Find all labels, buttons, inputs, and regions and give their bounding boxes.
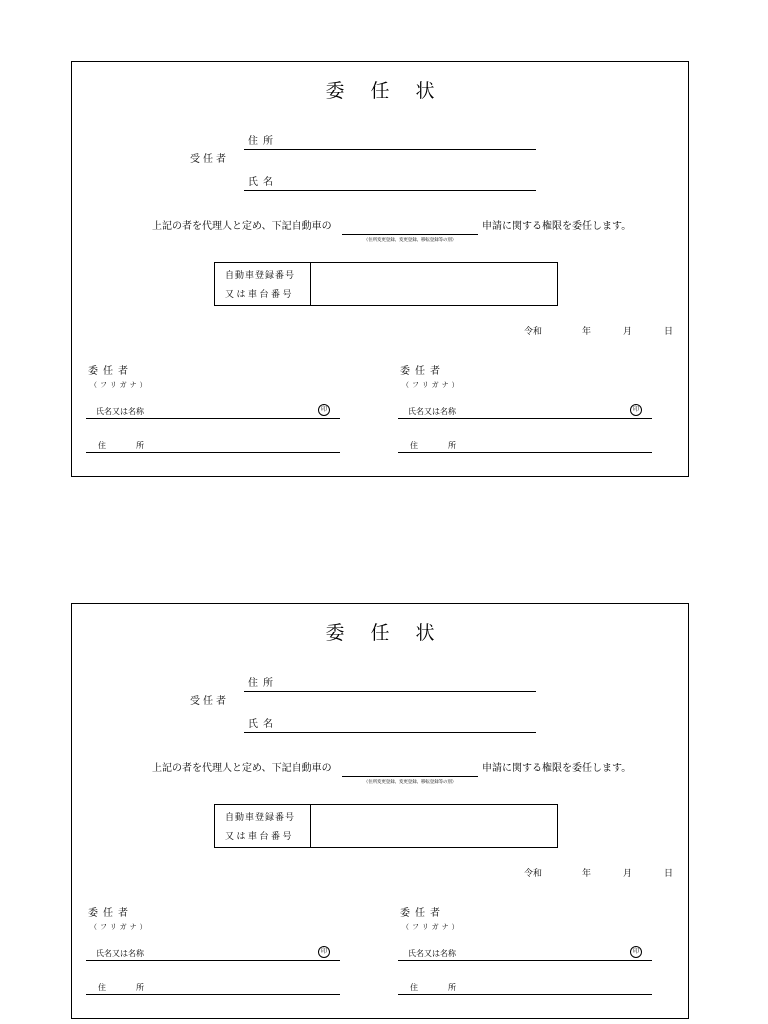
agent-address-label: 住所 [248,136,278,147]
date-day: 日 [664,869,674,879]
date-month: 月 [623,869,633,879]
registration-label [215,805,311,847]
principal-address-field[interactable] [86,434,340,453]
agent-address-field[interactable] [244,133,536,150]
principal-address-label: 住所 [98,441,174,450]
mandate-suffix: 申請に関する権限を委任します。 [482,763,632,774]
principal-address-field[interactable] [398,434,652,453]
agent-name-label: 氏名 [248,177,278,188]
registration-box [214,804,558,848]
power-of-attorney-form-2 [71,603,689,1019]
principal-name-field[interactable] [398,942,652,961]
principal-name-label: 氏名又は名称 [96,949,144,958]
principal-title: 委任者 [400,908,445,919]
principal-name-label: 氏名又は名称 [96,407,144,416]
mandate-text: 上記の者を代理人と定め、下記自動車の [152,763,332,774]
application-type-field[interactable] [342,220,478,235]
agent-name-label: 氏名 [248,719,278,730]
principal-name-label: 氏名又は名称 [408,407,456,416]
agent-name-field[interactable] [244,174,536,191]
agent-address-field[interactable] [244,675,536,692]
principal-name-label: 氏名又は名称 [408,949,456,958]
principal-kana-label: （フリガナ） [402,923,462,931]
seal-icon: 印 [630,404,642,416]
date-year: 年 [582,869,592,879]
registration-label-line2: 又は車台番号 [225,832,295,842]
agent-name-field[interactable] [244,716,536,733]
principal-address-label: 住所 [410,441,486,450]
registration-value-field[interactable] [311,263,557,305]
principal-block-right [398,362,652,458]
power-of-attorney-form-1 [71,61,689,477]
principal-block-left [86,362,340,458]
principal-address-label: 住所 [410,983,486,992]
application-type-note: （住所変更登録、変更登録、移転登録等の別） [363,238,457,243]
principal-title: 委任者 [88,908,133,919]
principal-kana-label: （フリガナ） [90,381,150,389]
principal-address-label: 住所 [98,983,174,992]
registration-label-line2: 又は車台番号 [225,290,295,300]
seal-icon: 印 [318,404,330,416]
registration-label [215,263,311,305]
form-title: 委任状 [325,80,461,102]
principal-block-left [86,904,340,1000]
registration-box [214,262,558,306]
registration-label-line1: 自動車登録番号 [225,271,296,281]
principal-title: 委任者 [88,366,133,377]
date-day: 日 [664,327,674,337]
registration-label-line1: 自動車登録番号 [225,813,296,823]
agent-address-label: 住所 [248,678,278,689]
agent-label: 受任者 [190,154,229,165]
principal-name-field[interactable] [398,400,652,419]
agent-label: 受任者 [190,696,229,707]
principal-kana-label: （フリガナ） [90,923,150,931]
seal-icon: 印 [630,946,642,958]
principal-address-field[interactable] [86,976,340,995]
principal-title: 委任者 [400,366,445,377]
principal-name-field[interactable] [86,400,340,419]
seal-icon: 印 [318,946,330,958]
form-title: 委任状 [325,622,461,644]
registration-value-field[interactable] [311,805,557,847]
mandate-text: 上記の者を代理人と定め、下記自動車の [152,221,332,232]
application-type-note: （住所変更登録、変更登録、移転登録等の別） [363,780,457,785]
mandate-suffix: 申請に関する権限を委任します。 [482,221,632,232]
date-era: 令和 [524,327,543,337]
date-year: 年 [582,327,592,337]
application-type-field[interactable] [342,762,478,777]
date-era: 令和 [524,869,543,879]
principal-block-right [398,904,652,1000]
principal-name-field[interactable] [86,942,340,961]
principal-kana-label: （フリガナ） [402,381,462,389]
date-month: 月 [623,327,633,337]
principal-address-field[interactable] [398,976,652,995]
